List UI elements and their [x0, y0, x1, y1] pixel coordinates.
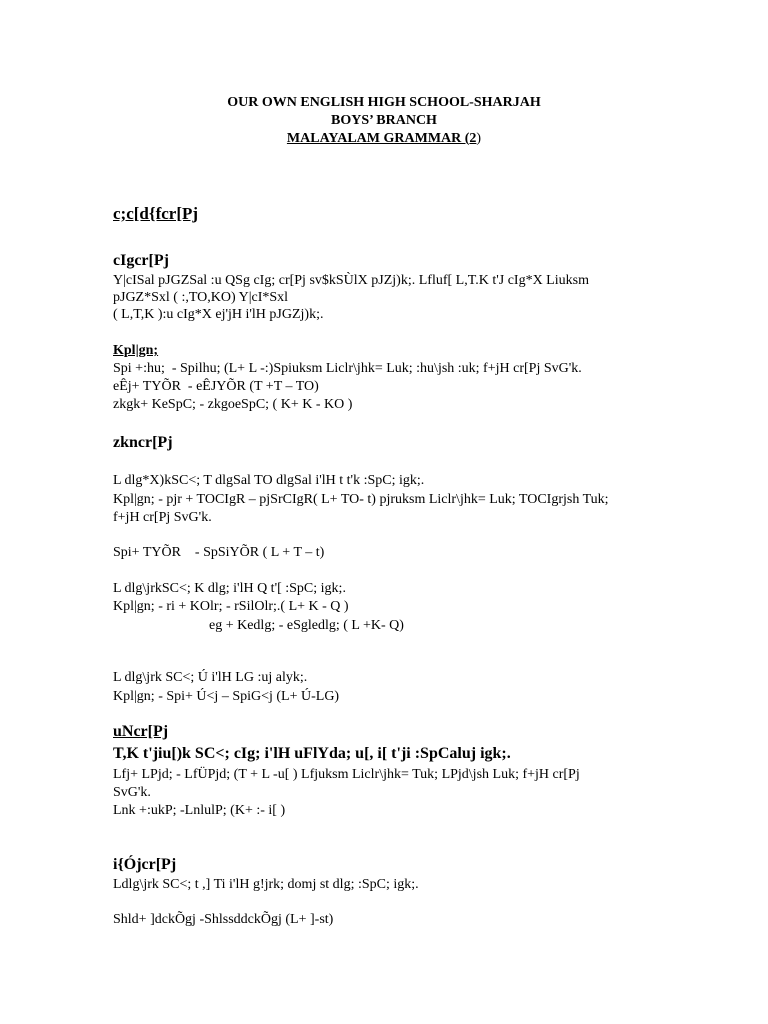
text-line: ( L,T,K ):u cIg*X ej'jH i'lH pJGZj)k;.: [113, 307, 324, 322]
text-line: zkgk+ KeSpC; - zkgoeSpC; ( K+ K - KO ): [113, 397, 353, 412]
text-line: L dlg\jrkSC<; K dlg; i'lH Q t'[ :SpC; igk;.: [113, 581, 346, 596]
text-line: Shld+ ]dckÕgj -ShlssddckÕgj (L+ ]-st): [113, 912, 334, 927]
text-line: SvG'k.: [113, 785, 151, 800]
branch-name: BOYS’ BRANCH: [331, 113, 437, 128]
text-line: eg + Kedlg; - eSgledlg; ( L +K- Q): [209, 618, 404, 633]
text-line: f+jH cr[Pj SvG'k.: [113, 510, 212, 525]
text-line: Lfj+ LPjd; - LfÜPjd; (T + L -u[ ) Lfjuksm Liclr\jhk= Tuk; LPjd\jsh Luk; f+jH cr[Pj: [113, 767, 580, 782]
text-line: Y|cISal pJGZSal :u QSg cIg; cr[Pj sv$kSÙlX pJZj)k;. Lfluf[ L,T.K t'J cIg*X Liuksm: [113, 273, 589, 288]
section-heading-3: uNcr[Pj: [113, 723, 169, 740]
section-heading-4: i{Ójcr[Pj: [113, 856, 177, 873]
text-line: pJGZ*Sxl ( :,TO,KO) Y|cI*Sxl: [113, 290, 289, 305]
subject-text: MALAYALAM GRAMMAR (: [286, 131, 470, 146]
subject-number: 2: [469, 131, 477, 146]
text-line: Lnk +:ukP; -LnlulP; (K+ :- i[ ): [113, 803, 286, 818]
document-title: c;c[d{fcr[Pj: [113, 204, 199, 223]
text-line: Spi +:hu; - Spilhu; (L+ L -:)Spiuksm Liclr\jhk= Luk; :hu\jsh :uk; f+jH cr[Pj SvG'k.: [113, 361, 582, 376]
text-line: L dlg*X)kSC<; T dlgSal TO dlgSal i'lH t t'k :SpC; igk;.: [113, 473, 425, 488]
text-line: Kpl|gn; - Spi+ Ú<j – SpiG<j (L+ Ú-LG): [113, 689, 340, 704]
subject-close: ): [476, 131, 482, 146]
section-heading-1: cIgcr[Pj: [113, 252, 169, 269]
section-heading-2: zkncr[Pj: [113, 434, 173, 451]
text-line: Ldlg\jrk SC<; t ,] Ti i'lH g!jrk; domj st dlg; :SpC; igk;.: [113, 877, 419, 892]
text-line: Kpl|gn; - ri + KOlr; - rSilOlr;.( L+ K - Q ): [113, 599, 349, 614]
text-line: Spi+ TYÕR - SpSiYÕR ( L + T – t): [113, 545, 325, 560]
school-name: OUR OWN ENGLISH HIGH SCHOOL-SHARJAH: [227, 95, 541, 110]
text-line: L dlg\jrk SC<; Ú i'lH LG :uj alyk;.: [113, 670, 308, 685]
example-label: Kpl|gn;: [113, 343, 159, 358]
section-subheading: T,K t'jiu[)k SC<; cIg; i'lH uFlYda; u[, i[ t'ji :SpCaluj igk;.: [113, 745, 511, 762]
text-line: Kpl|gn; - pjr + TOCIgR – pjSrCIgR( L+ TO- t) pjruksm Liclr\jhk= Luk; TOCIgrjsh Tuk;: [113, 492, 609, 507]
document-subject: [0, 131, 768, 147]
text-line: eÊj+ TYÕR - eÊJYÕR (T +T – TO): [113, 379, 319, 394]
